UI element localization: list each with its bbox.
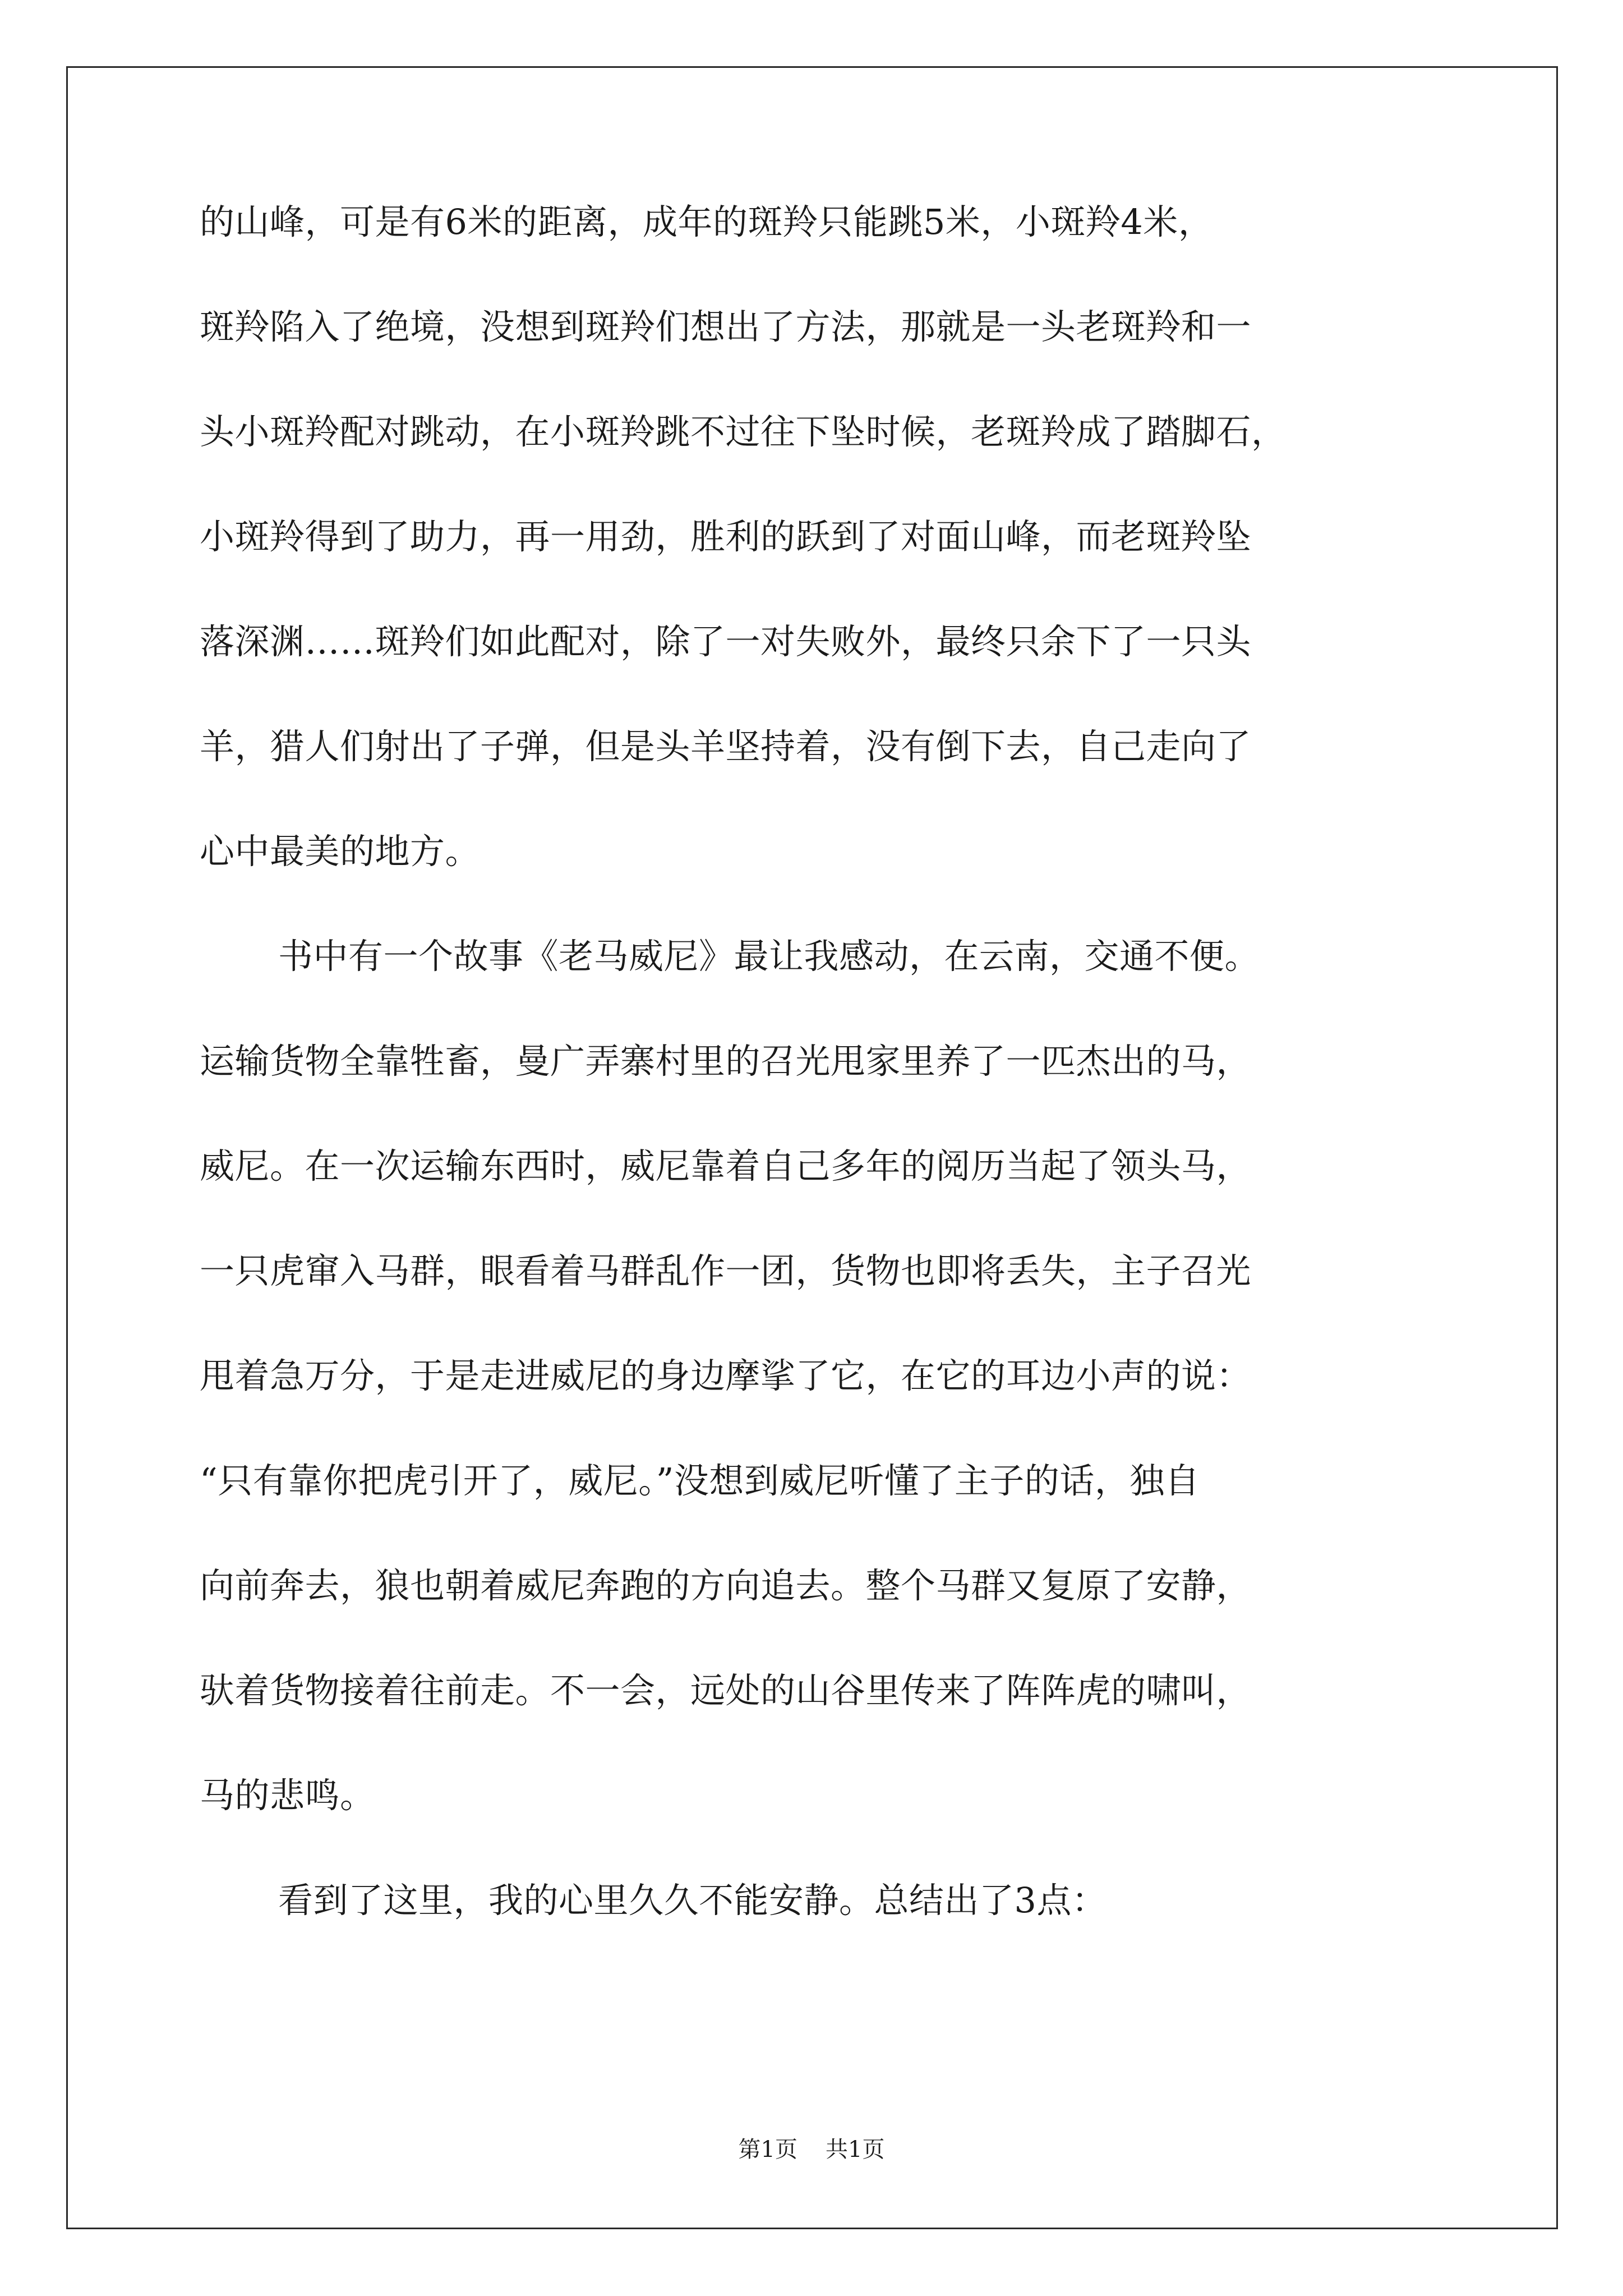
text-line: “只有靠你把虎引开了，威尼。”没想到威尼听懂了主子的话，独自 — [200, 1460, 1200, 1501]
text-line: 斑羚陷入了绝境，没想到斑羚们想出了方法，那就是一头老斑羚和一 — [200, 306, 1252, 347]
paragraph-start-line: 书中有一个故事《老马威尼》最让我感动，在云南，交通不便。 — [278, 936, 1260, 977]
page-footer — [0, 2138, 1623, 2161]
text-line: 甩着急万分，于是走进威尼的身边摩挲了它，在它的耳边小声的说： — [200, 1355, 1252, 1396]
text-line: 运输货物全靠牲畜，曼广弄寨村里的召光甩家里养了一匹杰出的马， — [200, 1041, 1252, 1082]
page-total: 共1页 — [826, 2137, 885, 2162]
text-line: 头小斑羚配对跳动，在小斑羚跳不过往下坠时候，老斑羚成了踏脚石， — [200, 411, 1287, 452]
text-line: 羊，猎人们射出了子弹，但是头羊坚持着，没有倒下去，自己走向了 — [200, 726, 1252, 767]
document-body — [200, 201, 1467, 1988]
text-line: 驮着货物接着往前走。不一会，远处的山谷里传来了阵阵虎的啸叫， — [200, 1670, 1252, 1711]
text-line: 一只虎窜入马群，眼看着马群乱作一团，货物也即将丢失，主子召光 — [200, 1250, 1252, 1291]
paragraph-start-line: 看到了这里，我的心里久久不能安静。总结出了3点： — [278, 1880, 1107, 1921]
text-line: 落深渊……斑羚们如此配对，除了一对失败外，最终只余下了一只头 — [200, 621, 1252, 662]
text-line: 小斑羚得到了助力，再一用劲，胜利的跃到了对面山峰，而老斑羚坠 — [200, 516, 1252, 557]
text-line: 的山峰，可是有6米的距离，成年的斑羚只能跳5米，小斑羚4米， — [200, 201, 1214, 242]
text-line: 心中最美的地方。 — [200, 831, 481, 872]
text-line: 向前奔去，狼也朝着威尼奔跑的方向追去。整个马群又复原了安静， — [200, 1565, 1252, 1606]
text-line: 威尼。在一次运输东西时，威尼靠着自己多年的阅历当起了领头马， — [200, 1145, 1252, 1186]
page-number: 第1页 — [738, 2137, 797, 2162]
text-line: 马的悲鸣。 — [200, 1775, 375, 1816]
